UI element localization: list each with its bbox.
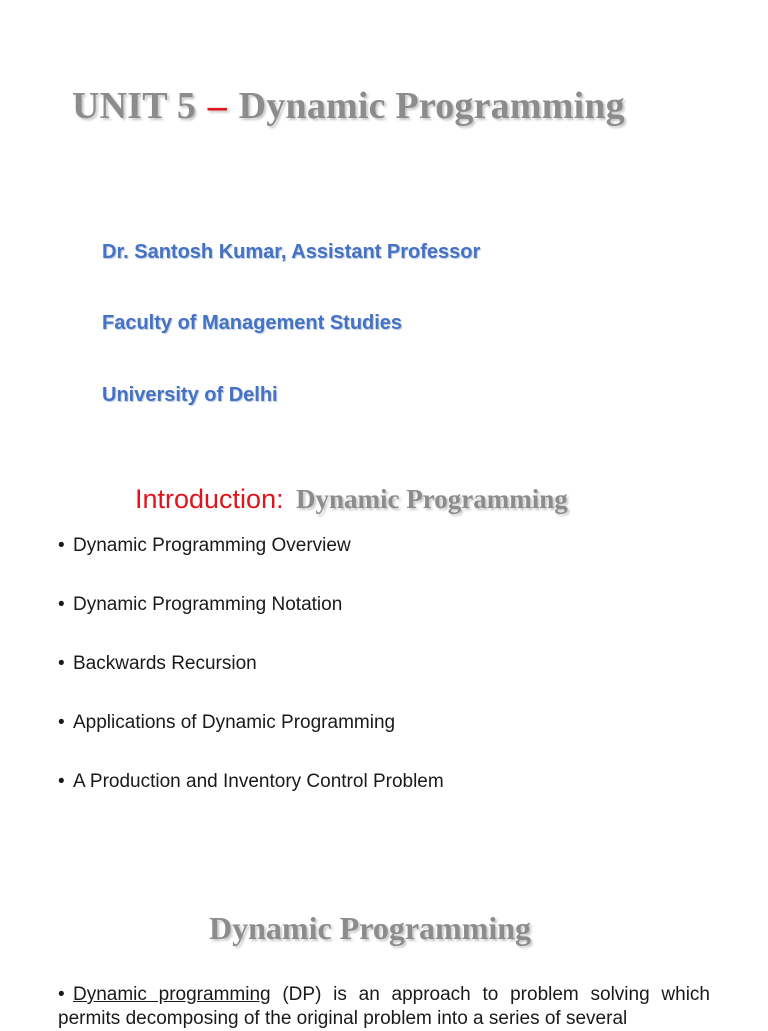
dp-heading: Dynamic Programming xyxy=(209,910,532,946)
intro-heading xyxy=(135,484,568,515)
list-item: • Dynamic Programming Notation xyxy=(58,594,343,615)
dp-term: Dynamic programming xyxy=(73,984,271,1005)
title-unit: UNIT 5 xyxy=(72,85,197,127)
bullet-icon: • xyxy=(58,712,65,733)
author-name: Dr. Santosh Kumar, Assistant Professor xyxy=(102,241,481,263)
list-item: • A Production and Inventory Control Problem xyxy=(58,771,444,792)
bullet-icon: • xyxy=(58,594,65,615)
list-item: • Backwards Recursion xyxy=(58,653,257,674)
author-faculty: Faculty of Management Studies xyxy=(102,312,403,334)
title-topic: Dynamic Programming xyxy=(238,85,625,127)
intro-heading-label: Introduction: xyxy=(135,484,284,514)
title-dash: – xyxy=(207,85,227,127)
author-university: University of Delhi xyxy=(102,384,278,406)
list-item: • Applications of Dynamic Programming xyxy=(58,712,396,733)
slide-title xyxy=(72,84,625,128)
bullet-icon: • xyxy=(58,535,65,556)
dp-paragraph-text: (DP) is an approach to problem solving which permits decomposing of the original problem into a series of several xyxy=(58,984,710,1029)
bullet-icon: • xyxy=(58,653,65,674)
list-item: • Dynamic Programming Overview xyxy=(58,535,351,556)
bullet-icon: • xyxy=(58,984,65,1005)
intro-heading-subtitle: Dynamic Programming xyxy=(296,484,568,514)
bullet-icon: • xyxy=(58,771,65,792)
intro-bullet-list xyxy=(58,534,444,829)
